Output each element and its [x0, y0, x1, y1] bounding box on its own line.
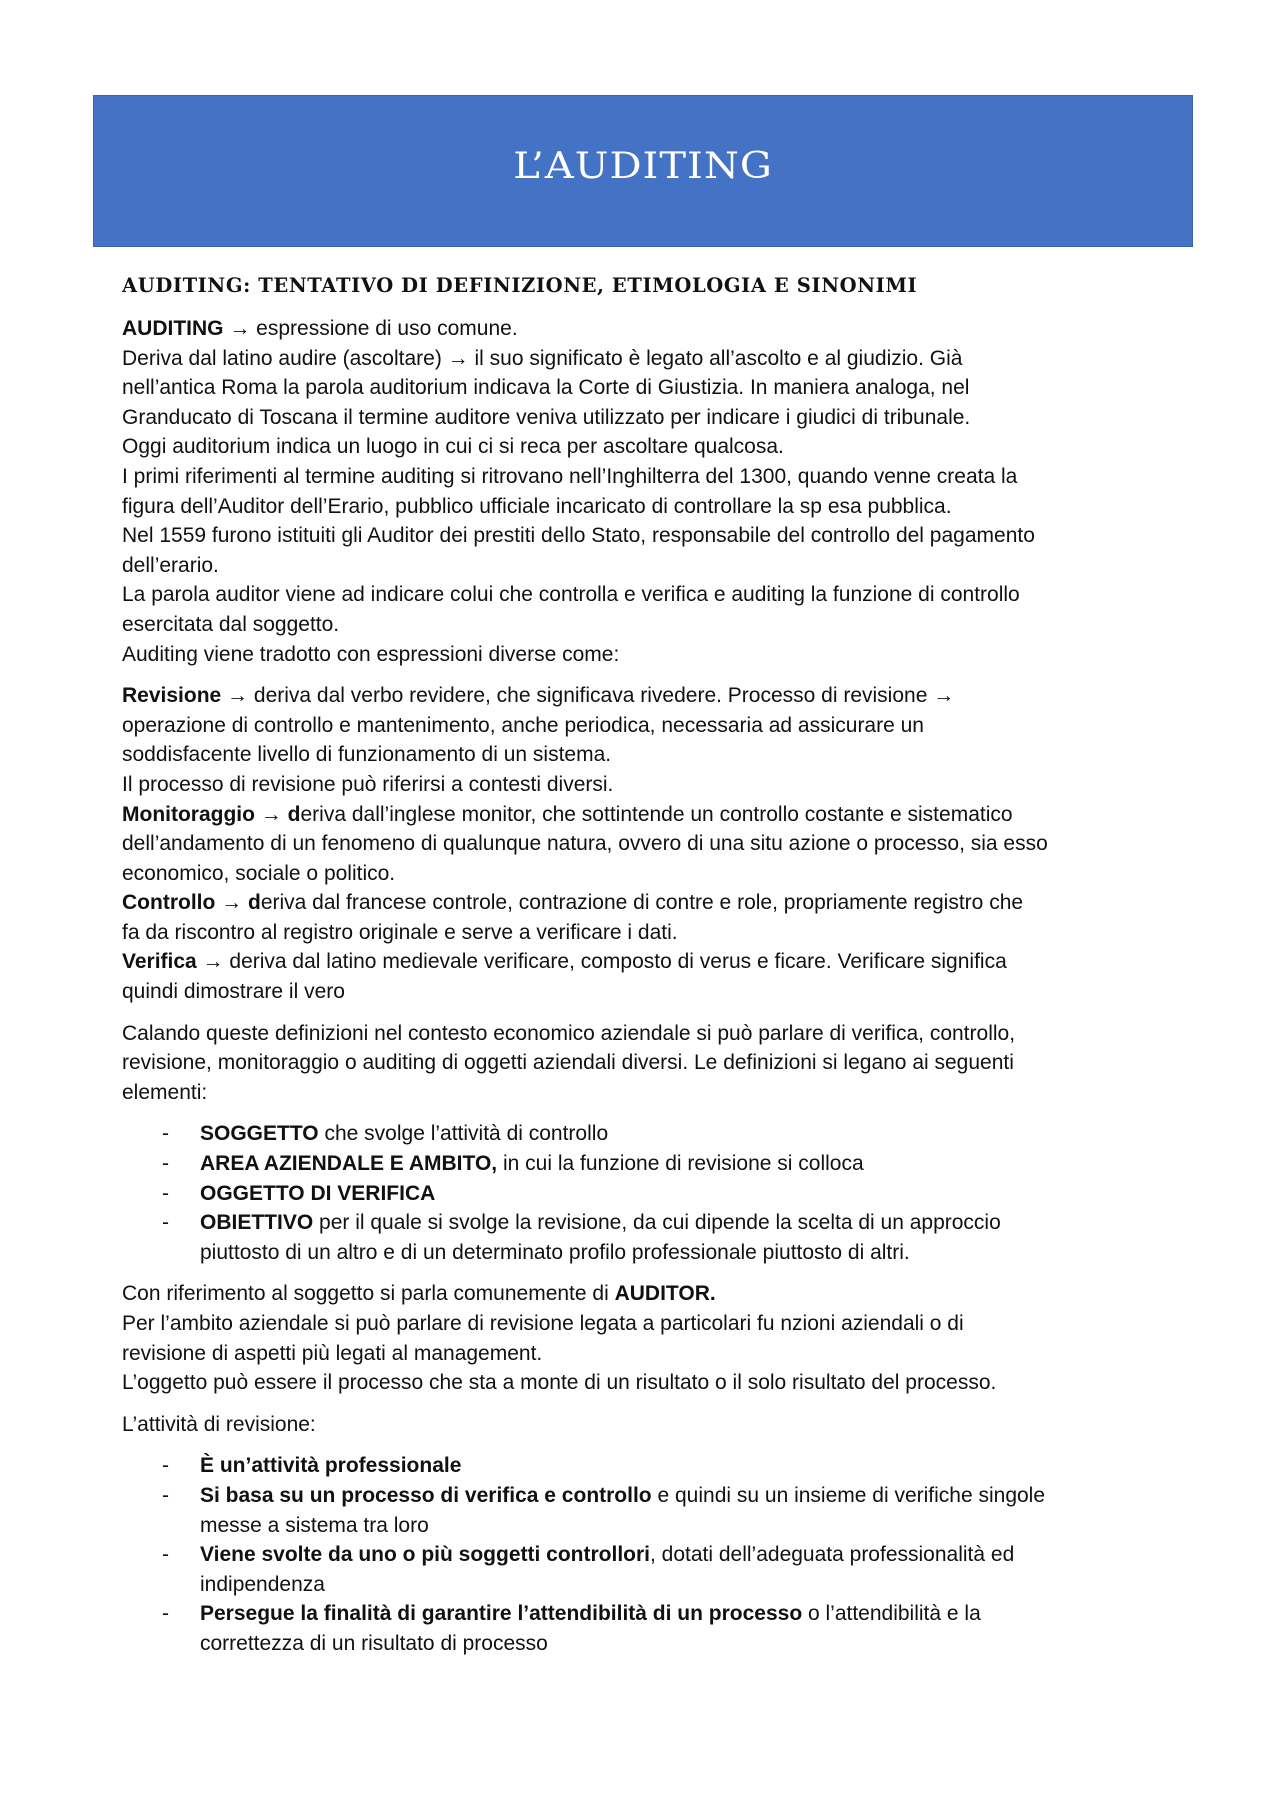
list-dash: - [162, 1122, 169, 1146]
list-dash: - [162, 1181, 169, 1205]
intro-line: I primi riferimenti al termine auditing si ritrovano nell’Inghilterra del 1300, quando venne creata la [122, 464, 1018, 488]
list-item [122, 1149, 1162, 1179]
synonym-text: Il processo di revisione può riferirsi a contesti diversi. [122, 772, 614, 796]
synonym-text: eriva dall’inglese monitor, che sottintende un controllo costante e sistematico [300, 802, 1013, 826]
context-paragraph [122, 1019, 1162, 1108]
list-item-text: per il quale si svolge la revisione, da cui dipende la scelta di un approccio [313, 1211, 1001, 1235]
list-item-text: e quindi su un insieme di verifiche singole [651, 1483, 1046, 1507]
list-item-bold: Viene svolte da uno o più soggetti controllori [200, 1543, 650, 1567]
list-item [122, 1481, 1162, 1540]
intro-line: La parola auditor viene ad indicare colui che controlla e verifica e auditing la funzione di controllo [122, 583, 1020, 607]
intro-line: Auditing viene tradotto con espressioni diverse come: [122, 642, 620, 666]
list-item [122, 1179, 1162, 1209]
list-dash: - [162, 1454, 169, 1478]
intro-term: AUDITING [122, 317, 224, 340]
synonym-text: eriva dal francese controle, contrazione di contre e role, propriamente registro che [260, 891, 1024, 915]
intro-line: esercitata dal soggetto. [122, 612, 340, 636]
context-line: revisione, monitoraggio o auditing di oggetti aziendali diversi. Le definizioni si legano ai seguenti [122, 1051, 1014, 1075]
synonym-term-monitoraggio: Monitoraggio → d [122, 802, 301, 826]
intro-line: Granducato di Toscana il termine auditore veniva utilizzato per indicare i giudici di tribunale. [122, 405, 971, 429]
synonym-text: dell’andamento di un fenomeno di qualunque natura, ovvero di una situ azione o processo, sia esso [122, 832, 1048, 856]
list-item-bold: Persegue la finalità di garantire l’attendibilità di un processo [200, 1602, 803, 1626]
list-item [122, 1208, 1162, 1267]
intro-paragraph [122, 314, 1162, 669]
synonym-text: quindi dimostrare il vero [122, 980, 345, 1004]
list-item-text: , dotati dell’adeguata professionalità ed [649, 1543, 1015, 1567]
intro-line: nell’antica Roma la parola auditorium indicava la Corte di Giustizia. In maniera analoga, nel [122, 376, 970, 400]
synonym-term-controllo: Controllo → d [122, 891, 261, 915]
list-item-cont: indipendenza [200, 1572, 325, 1596]
synonym-term-verifica: Verifica → [122, 950, 224, 974]
list-dash: - [162, 1483, 169, 1507]
list-item-text: o l’attendibilità e la [802, 1602, 981, 1626]
synonym-text: operazione di controllo e mantenimento, anche periodica, necessaria ad assicurare un [122, 713, 924, 737]
list-item-bold: Si basa su un processo di verifica e controllo [200, 1483, 652, 1507]
context-line: Calando queste definizioni nel contesto economico aziendale si può parlare di verifica, controllo, [122, 1021, 1016, 1045]
list-item [122, 1540, 1162, 1599]
list-item-bold: SOGGETTO [200, 1122, 319, 1146]
list-item-cont: piuttosto di un altro e di un determinato profilo professionale piuttosto di altri. [200, 1240, 910, 1264]
auditor-bold: AUDITOR. [614, 1282, 716, 1306]
list-item-bold: AREA AZIENDALE E AMBITO, [200, 1152, 498, 1176]
auditor-line: Con riferimento al soggetto si parla comunemente di [122, 1282, 615, 1306]
synonym-term-revisione: Revisione [122, 684, 222, 708]
document-body [122, 268, 1162, 1659]
list-item [122, 1451, 1162, 1481]
list-item-bold: OGGETTO DI VERIFICA [200, 1181, 436, 1205]
activity-intro: L’attività di revisione: [122, 1412, 316, 1436]
intro-line: Nel 1559 furono istituiti gli Auditor dei prestiti dello Stato, responsabile del controllo del pagamento [122, 524, 1035, 548]
list-item-cont: messe a sistema tra loro [200, 1513, 429, 1537]
section-heading: AUDITING: TENTATIVO DI DEFINIZIONE, ETIMOLOGIA E SINONIMI [122, 274, 918, 297]
list-dash: - [162, 1602, 169, 1626]
intro-line: Deriva dal latino audire (ascoltare) → il suo significato è legato all’ascolto e al giudizio. Già [122, 346, 963, 370]
intro-line: figura dell’Auditor dell’Erario, pubblico ufficiale incaricato di controllare la sp esa pubblica. [122, 494, 952, 518]
intro-line: dell’erario. [122, 553, 219, 577]
intro-line: Oggi auditorium indica un luogo in cui ci si reca per ascoltare qualcosa. [122, 435, 784, 459]
page-title: L’AUDITING [513, 144, 773, 188]
synonyms-paragraph [122, 681, 1162, 1007]
title-banner [93, 95, 1193, 247]
list-item-bold: È un’attività professionale [200, 1454, 462, 1478]
list-dash: - [162, 1211, 169, 1235]
context-line: elementi: [122, 1080, 208, 1104]
list-item [122, 1119, 1162, 1149]
list-dash: - [162, 1152, 169, 1176]
synonym-text: fa da riscontro al registro originale e serve a verificare i dati. [122, 920, 678, 944]
auditor-paragraph [122, 1279, 1162, 1397]
auditor-line: Per l’ambito aziendale si può parlare di revisione legata a particolari fu nzioni aziendali o di [122, 1312, 964, 1335]
synonym-text: → deriva dal verbo revidere, che significava rivedere. Processo di revisione → [221, 684, 955, 708]
list-item-text: in cui la funzione di revisione si colloca [497, 1152, 864, 1176]
auditor-line: L’oggetto può essere il processo che sta a monte di un risultato o il solo risultato del processo. [122, 1371, 997, 1395]
list-item-cont: correttezza di un risultato di processo [200, 1631, 548, 1655]
activity-list [122, 1451, 1162, 1658]
list-dash: - [162, 1543, 169, 1567]
list-item-text: che svolge l’attività di controllo [318, 1122, 609, 1146]
auditor-line: revisione di aspetti più legati al management. [122, 1341, 543, 1365]
elements-list [122, 1119, 1162, 1267]
list-item-bold: OBIETTIVO [200, 1211, 314, 1235]
list-item [122, 1599, 1162, 1658]
synonym-text: deriva dal latino medievale verificare, composto di verus e ficare. Verificare significa [223, 950, 1007, 974]
intro-line: → espressione di uso comune. [223, 317, 518, 340]
synonym-text: economico, sociale o politico. [122, 861, 396, 885]
synonym-text: soddisfacente livello di funzionamento di un sistema. [122, 743, 612, 767]
